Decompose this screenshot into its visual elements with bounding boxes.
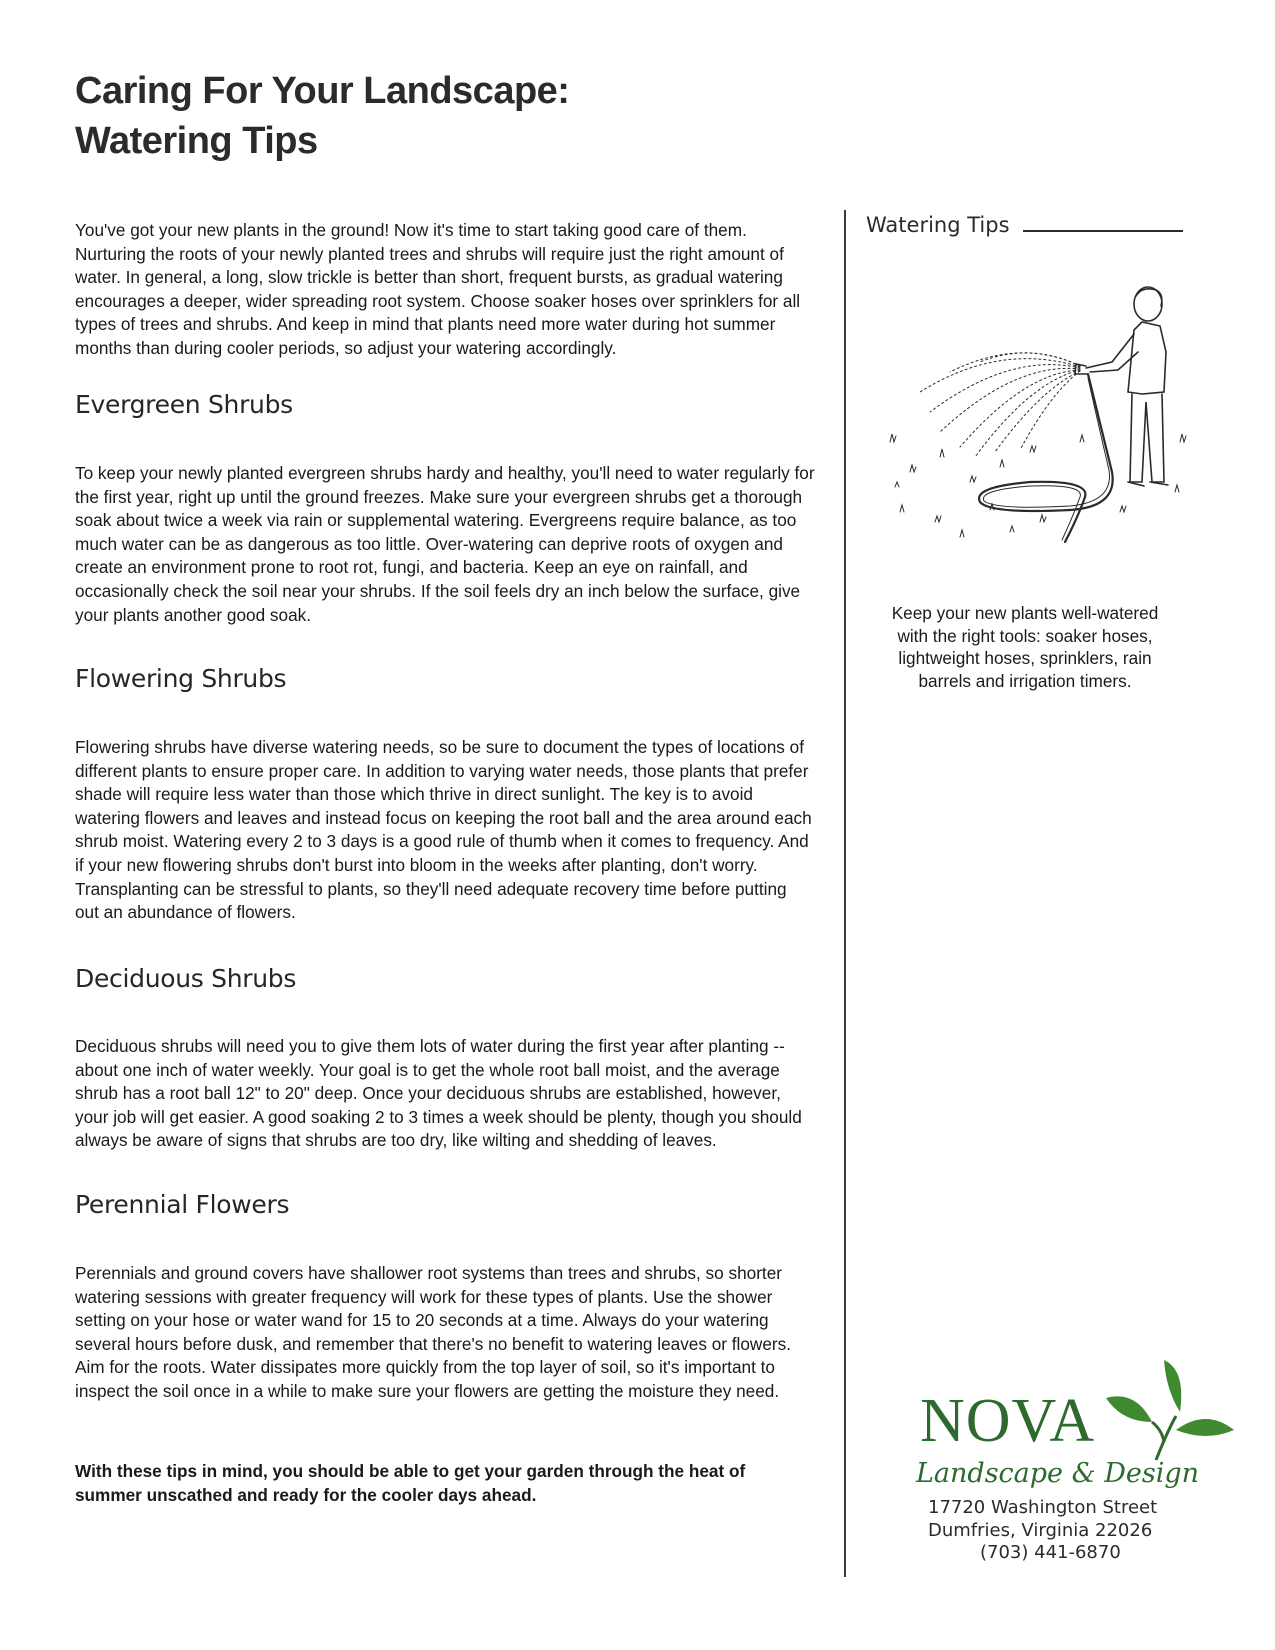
company-logo [910, 1350, 1240, 1489]
logo-subtitle: Landscape & Design [916, 1458, 1200, 1489]
flowering-shrubs-paragraph: Flowering shrubs have diverse watering needs, so be sure to document the types of locations of different plants to ensure proper care. In addition to varying water needs, those plants that prefer shade will require less water than those which thrive in direct sunlight. The key is to avoid watering flowers and leaves and instead focus on keeping the root ball and the area around each shrub moist. Watering every 2 to 3 days is a good rule of thumb when it comes to frequency. And if your new flowering shrubs don't burst into bloom in the weeks after planting, don't worry. Transplanting can be stressful to plants, so they'll need adequate recovery time before putting out an abundance of flowers. [75, 737, 812, 923]
closing-statement: With these tips in mind, you should be able to get your garden through the heat of summer unscathed and ready for the cooler days ahead. [75, 1461, 746, 1505]
evergreen-shrubs-paragraph: To keep your newly planted evergreen shrubs hardy and healthy, you'll need to water regularly for the first year, right up until the ground freezes. Make sure your evergreen shrubs get a thorough soak about twice a week via rain or supplemental watering. Evergreens require balance, as too much water can be as dangerous as too little. Over-watering can deprive roots of oxygen and create an environment prone to root rot, fungi, and bacteria. Keep an eye on rainfall, and occasionally check the soil near your shrubs. If the soil feels dry an inch below the surface, give your plants another good soak. [75, 463, 815, 625]
address-city: Dumfries, Virginia 22026 [928, 1519, 1153, 1541]
logo-wordmark: NOVA [920, 1387, 1096, 1455]
evergreen-shrubs-heading: Evergreen Shrubs [75, 390, 293, 419]
deciduous-shrubs-heading: Deciduous Shrubs [75, 964, 297, 993]
address-street: 17720 Washington Street [928, 1497, 1158, 1518]
flowering-shrubs-heading: Flowering Shrubs [75, 664, 287, 693]
page-title [75, 66, 569, 166]
intro-paragraph: You've got your new plants in the ground! Now it's time to start taking good care of them. Nurturing the roots of your newly planted trees and shrubs will require just the right amount of water. In general, a long, slow trickle is better than short, frequent bursts, as gradual watering encourages a deeper, wider spreading root system. Choose soaker hoses over sprinklers for all types of trees and shrubs. And keep in mind that plants need more water during hot summer months than during cooler periods, so adjust your watering accordingly. [75, 220, 801, 358]
perennial-flowers-heading: Perennial Flowers [75, 1190, 290, 1219]
perennial-flowers-paragraph: Perennials and ground covers have shallower root systems than trees and shrubs, so shorter watering sessions with greater frequency will work for these types of plants. Use the shower setting on your hose or water wand for 15 to 20 seconds at a time. Always do your watering several hours before dusk, and remember that there's no benefit to watering leaves or flowers. Aim for the roots. Water dissipates more quickly from the top layer of soil, so it's important to inspect the soil once in a while to make sure your flowers are getting the moisture they need. [75, 1263, 791, 1401]
sidebar-title-rule [1023, 230, 1183, 232]
page-title-line-1: Caring For Your Landscape: [75, 70, 570, 112]
leaf-icon [1106, 1350, 1236, 1470]
sidebar-title: Watering Tips [866, 213, 1010, 237]
page-title-line-2: Watering Tips [75, 120, 318, 162]
address-phone: (703) 441-6870 [980, 1542, 1121, 1563]
person-watering-lawn-illustration [880, 282, 1200, 582]
illustration-caption: Keep your new plants well-watered with the right tools: soaker hoses, lightweight hoses, sprinklers, rain barrels and irrigation timers. [891, 603, 1159, 691]
company-address [928, 1497, 1157, 1565]
column-divider [844, 210, 846, 1577]
deciduous-shrubs-paragraph: Deciduous shrubs will need you to give them lots of water during the first year after planting -- about one inch of water weekly. Your goal is to get the whole root ball moist, and the average shrub has a root ball 12" to 20" deep. Once your deciduous shrubs are established, however, your job will get easier. A good soaking 2 to 3 times a week should be plenty, though you should always be aware of signs that shrubs are too dry, like wilting and shedding of leaves. [75, 1036, 802, 1151]
